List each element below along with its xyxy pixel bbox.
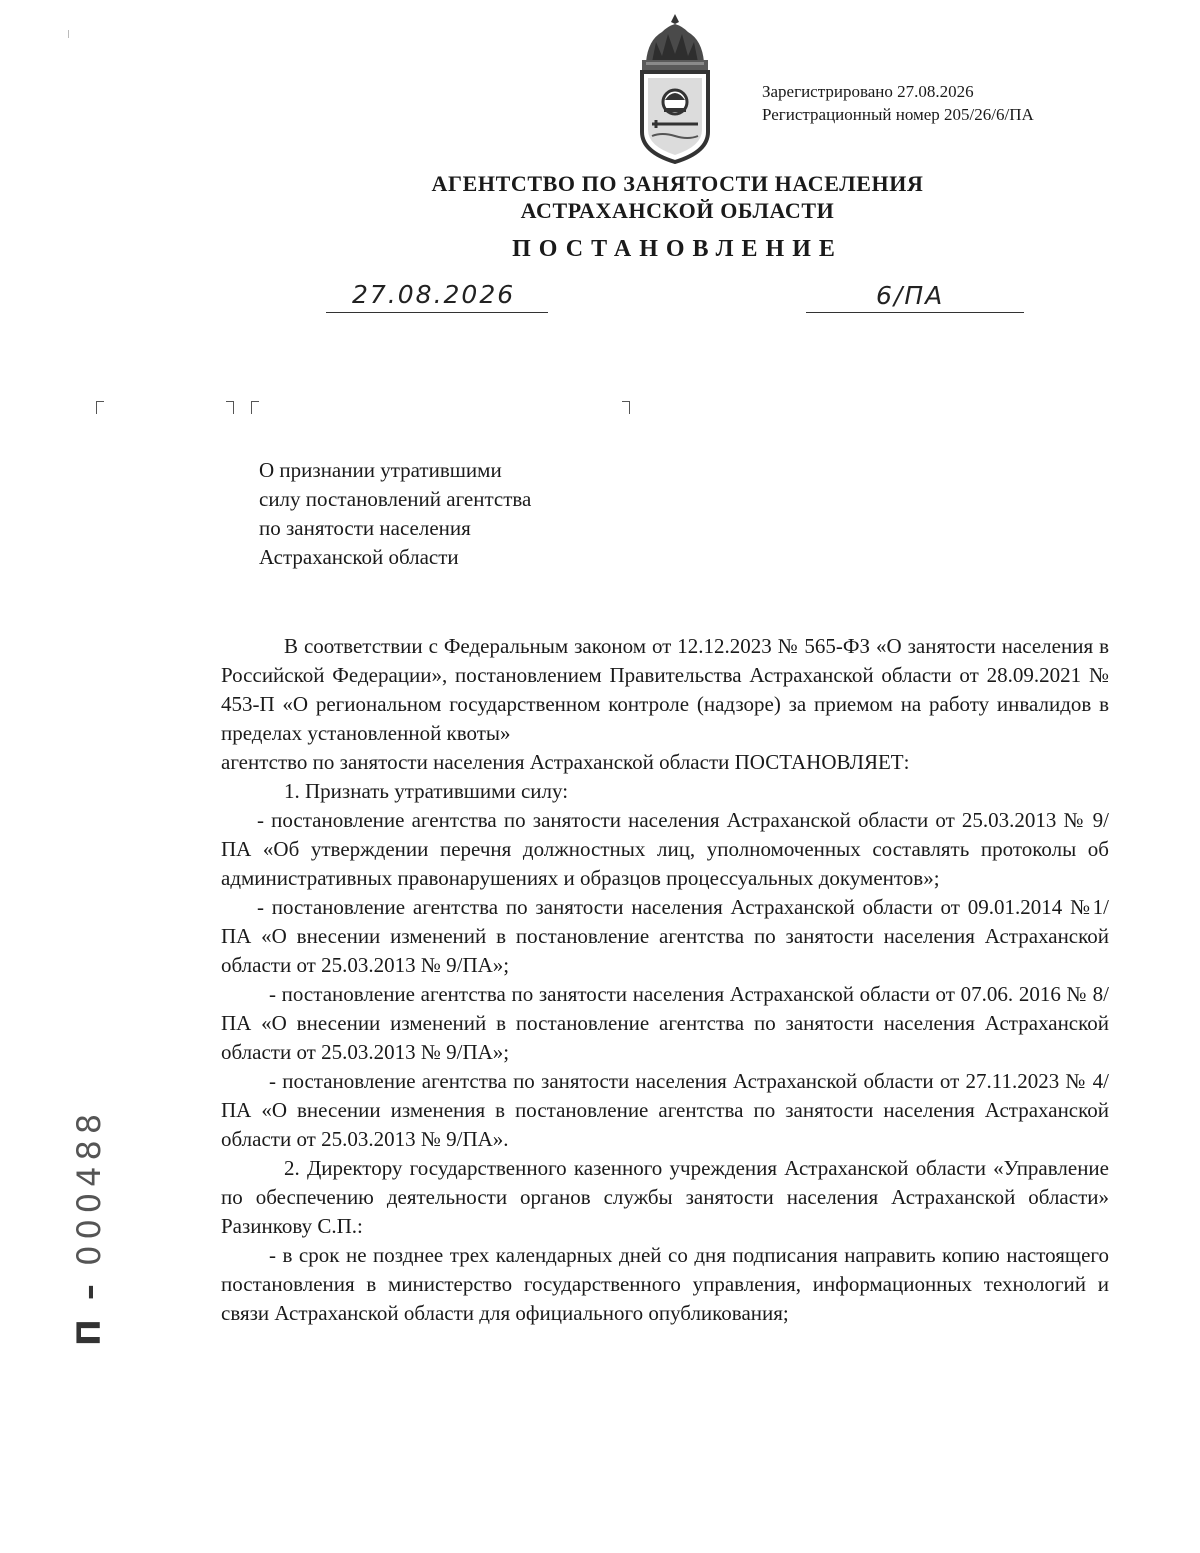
handwritten-number: 6/ПА	[876, 281, 945, 310]
item-2-a: - в срок не позднее трех календарных дней со дня подписания направить копию настоящего постановления в министерство государственного управления, информационных технологий и связи Астраханской области для официального опубликования;	[221, 1243, 1109, 1325]
subject-line: О признании утратившими	[259, 458, 502, 482]
registration-number: Регистрационный номер 205/26/6/ПА	[762, 105, 1034, 124]
item-1: 1. Признать утратившими силу:	[284, 779, 569, 803]
date-underline	[326, 312, 548, 313]
registration-date: Зарегистрировано 27.08.2026	[762, 82, 974, 101]
agency-name-line2: АСТРАХАНСКОЙ ОБЛАСТИ	[520, 198, 835, 223]
scan-speck	[68, 30, 69, 38]
corner-mark-left-close	[226, 401, 234, 414]
corner-mark-left	[96, 401, 104, 414]
stamp-number: 000488	[70, 1107, 108, 1266]
subject-line: по занятости населения	[259, 516, 471, 540]
item-1-a: - постановление агентства по занятости населения Астраханской области от 25.03.2013 № 9/ПА «Об утверждении перечня должностных лиц, уполномоченных составлять протоколы об административных правонарушениях и образцов процессуальных документов»;	[221, 808, 1109, 890]
document-body	[221, 632, 1109, 1328]
document-type-title: ПОСТАНОВЛЕНИЕ	[512, 236, 843, 262]
registration-block	[762, 80, 1034, 126]
number-underline	[806, 312, 1024, 313]
stamp-prefix: П –	[70, 1280, 108, 1346]
coat-of-arms-icon	[632, 12, 718, 164]
side-serial-stamp	[70, 1108, 108, 1346]
document-subject	[259, 456, 531, 572]
resolves-paragraph: агентство по занятости населения Астраханской области ПОСТАНОВЛЯЕТ:	[221, 750, 910, 774]
item-2: 2. Директору государственного казенного учреждения Астраханской области «Управление по обеспечению деятельности органов службы занятости населения Астраханской области» Разинкову С.П.:	[221, 1156, 1109, 1238]
corner-mark-right-open	[251, 401, 259, 414]
corner-mark-right	[622, 401, 630, 414]
subject-line: Астраханской области	[259, 545, 459, 569]
item-1-c: - постановление агентства по занятости населения Астраханской области от 07.06. 2016 № 8/ПА «О внесении изменений в постановление агентства по занятости населения Астраханской области от 25.03.2013 № 9/ПА»;	[221, 982, 1109, 1064]
agency-name-line1: АГЕНТСТВО ПО ЗАНЯТОСТИ НАСЕЛЕНИЯ	[431, 171, 924, 196]
item-1-b: - постановление агентства по занятости населения Астраханской области от 09.01.2014 №1/ПА «О внесении изменений в постановление агентства по занятости населения Астраханской области от 25.03.2013 № 9/ПА»;	[221, 895, 1109, 977]
subject-line: силу постановлений агентства	[259, 487, 532, 511]
item-1-d: - постановление агентства по занятости населения Астраханской области от 27.11.2023 № 4/ПА «О внесении изменения в постановление агентства по занятости населения Астраханской области от 25.03.2013 № 9/ПА».	[221, 1069, 1109, 1151]
handwritten-date: 27.08.2026	[352, 280, 516, 309]
agency-name	[0, 170, 1200, 224]
preamble-paragraph: В соответствии с Федеральным законом от 12.12.2023 № 565-ФЗ «О занятости населения в Российской Федерации», постановлением Правительства Астраханской области от 28.09.2021 № 453-П «О региональном государственном контроле (надзоре) за приемом на работу инвалидов в пределах установленной квоты»	[221, 634, 1109, 745]
